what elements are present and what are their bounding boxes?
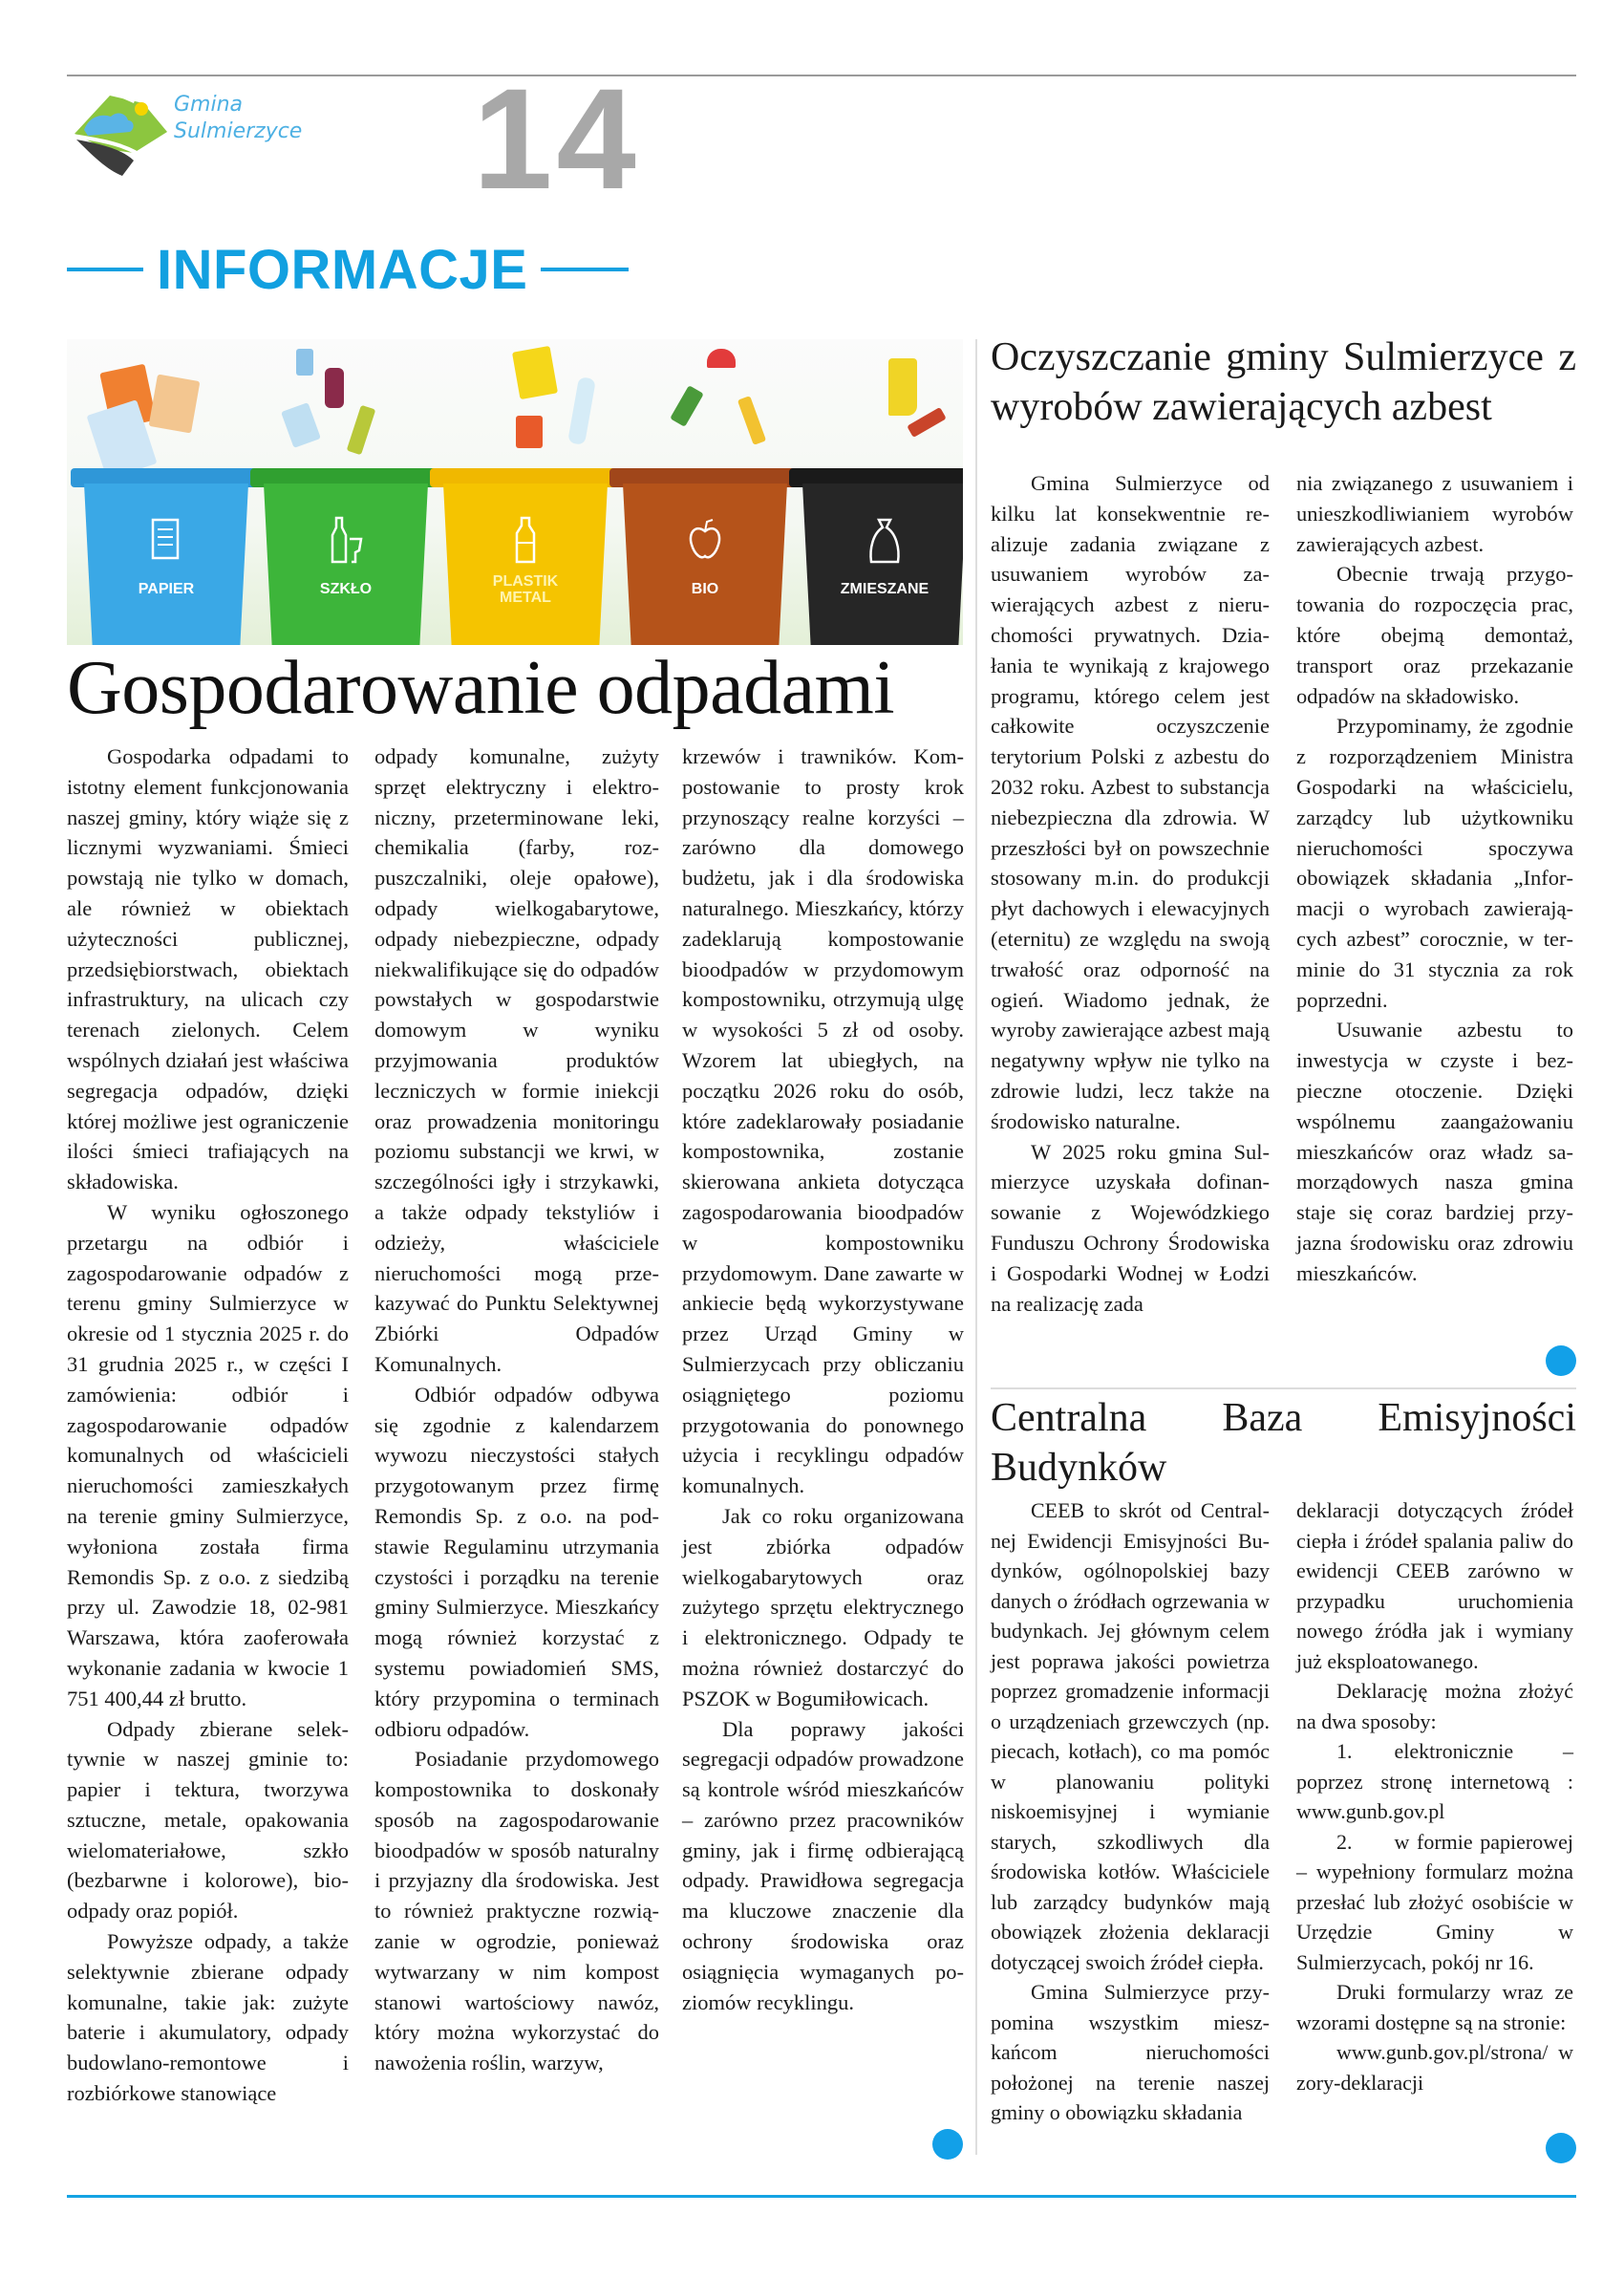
paragraph: Gmina Sulmierzyce od kilku lat konsekwentnie realizuje zadania związane z usuwaniem wyrobów zawierających azbest z nieruchomości prywatnych. Działania te wynikają z krajowego programu, którego celem jest całkowite oczyszczenie terytorium Polski z azbestu do 2032 roku. Azbest to substancja niebezpieczna dla zdrowia. W przeszłości był on powszechnie stosowany m.in. do produkcji płyt dachowych i elewacyjnych (eternitu) ze względu na swoją trwałość oraz odporność na ogień. Wiadomo jednak, że wyroby zawierające azbest mają negatywny wpływ nie tylko na zdrowie ludzi, lecz także na środowisko naturalne. bbox=[991, 471, 1270, 1133]
waste-bins-illustration bbox=[67, 339, 963, 645]
paragraph: Usuwanie azbestu to inwestycja w czyste i bezpieczne otoczenie. Dzięki wspólnemu zaangażowaniu mieszkańców oraz władz samorządowych nasza gmina staje się coraz bardziej przyjazna środowisku oraz zdrowiu mieszkańców. bbox=[1296, 1018, 1573, 1285]
article-title-ceeb bbox=[991, 1393, 1576, 1493]
asbestos-article-column-1 bbox=[991, 468, 1270, 1319]
title-line: Budynków bbox=[991, 1446, 1167, 1490]
end-of-article-dot bbox=[1546, 1345, 1576, 1376]
paragraph: Obecnie trwają przygotowania do rozpoczęcia prac, które obejmą demontaż, transport oraz przekazanie odpadów na składowisko. bbox=[1296, 562, 1573, 708]
header-dash-left bbox=[67, 268, 143, 271]
top-rule bbox=[67, 75, 1576, 76]
end-of-article-dot bbox=[932, 2129, 963, 2160]
waste-article-column-2 bbox=[374, 742, 659, 2078]
paragraph: Gospodarka odpadami to istotny element funkcjonowania naszej gminy, który wiąże się z licznymi wyzwaniami. Śmieci powstają nie tylko w domach, ale również w obiektach użyteczności publicznej, przedsiębiorstwach, obiektach infrastruktury, na ulicach czy terenach zielonych. Celem wspólnych działań jest właściwa segregacja odpadów, dzięki której możliwe jest ograniczenie ilości śmieci trafiających na składowiska. bbox=[67, 744, 349, 1194]
waste-article-column-1 bbox=[67, 742, 349, 2109]
paragraph: Druki formularzy wraz ze wzorami dostępne są na stronie: bbox=[1296, 1980, 1573, 2034]
paragraph: Dla poprawy jakości segregacji odpadów prowadzone są kontrole wśród mieszkańców – zarówno przez pracowników gminy, jak i firmę odbierającą odpady. Prawidłowa segregacja ma kluczowe znaczenie dla ochrony środowiska oraz osiągnięcia wymaganych poziomów recyklingu. bbox=[682, 1716, 964, 2014]
paragraph: Posiadanie przydomowego kompostownika to doskonały sposób na zagospodarowanie bioodpadów w sposób naturalny i przyjazny dla środowiska. Jest to również praktyczne rozwiązanie w ogrodzie, ponieważ wytwarzany w nim kompost stanowi wartościowy nawóz, który można wykorzystać do nawożenia roślin, warzyw, bbox=[374, 1747, 659, 2075]
article-title-waste: Gospodarowanie odpadami bbox=[67, 646, 895, 730]
list-item-electronic: 1. elektronicznie – poprzez stronę internetową : www.gunb.gov.pl bbox=[1296, 1739, 1573, 1823]
paragraph: nia związanego z usuwaniem i unieszkodliwianiem wyrobów zawierających azbest. bbox=[1296, 471, 1573, 556]
header-dash-right bbox=[541, 268, 629, 271]
apple-icon bbox=[686, 514, 724, 568]
bin-zmieszane bbox=[795, 468, 963, 645]
page-number: 14 bbox=[473, 58, 640, 219]
paragraph: W 2025 roku gmina Sulmierzyce uzyskała dofinansowanie z Wojewódzkiego Funduszu Ochrony Środowiska i Gospodarki Wodnej w Łodzi na realizację zada bbox=[991, 1139, 1270, 1316]
bottom-rule bbox=[67, 2195, 1576, 2198]
logo-text-sulmierzyce: Sulmierzyce bbox=[174, 119, 303, 143]
bin-label: PLASTIK METAL bbox=[492, 573, 559, 606]
bin-label: SZKŁO bbox=[319, 581, 373, 597]
bin-papier bbox=[76, 468, 256, 645]
plastic-bottle-icon bbox=[506, 514, 545, 568]
column-divider bbox=[975, 339, 977, 2155]
paragraph: odpady komunalne, zużyty sprzęt elektryczny i elektroniczny, przeterminowane leki, chemikalia (farby, rozpuszczalniki, oleje opałowe), odpady wielkogabarytowe, odpady niebezpieczne, odpady niekwalifikujące się do odpadów powstałych w gospodarstwie domowym w wyniku przyjmowania produktów leczniczych w formie iniekcji oraz prowadzenia monitoringu poziomu substancji we krwi, w szczególności igły i strzykawki, a także odpady tekstyliów i odzieży, właściciele nieruchomości mogą przekazywać do Punktu Selektywnej Zbiórki Odpadów Komunalnych. bbox=[374, 744, 659, 1376]
logo-mark-icon bbox=[67, 84, 172, 180]
paragraph: deklaracji dotyczących źródeł ciepła i źródeł spalania paliw do ewidencji CEEB zarówno w przypadku uruchomienia nowego źródła jak i wymiany już eksploatowanego. bbox=[1296, 1498, 1573, 1673]
ceeb-article-column-2 bbox=[1296, 1495, 1573, 2097]
bin-plastik-metal bbox=[436, 468, 615, 645]
paragraph: Przypominamy, że zgodnie z rozporządzeniem Ministra Gospodarki na właścicielu, zarządcy lub użytkowniku nieruchomości spoczywa obowiązek składania „Informacji o wyrobach zawierających azbest” corocznie, w terminie do 31 stycznia za rok poprzedni. bbox=[1296, 714, 1573, 1012]
end-of-article-dot bbox=[1546, 2133, 1576, 2163]
paragraph: W wyniku ogłoszonego przetargu na odbiór i zagospodarowanie odpadów z terenu gminy Sulmierzyce w okresie od 1 stycznia 2025 r. do 31 grudnia 2025 r., w części I zamówienia: odbiór i zagospodarowanie odpadów komunalnych od właścicieli nieruchomości zamieszkałych na terenie gminy Sulmierzyce, wyłoniona została firma Remondis Sp. z o.o. z siedzibą przy ul. Zawodzie 18, 02-981 Warszawa, która zaoferowała wykonanie zadania w kwocie 1 751 400,44 zł brutto. bbox=[67, 1199, 349, 1710]
forms-url: www.gunb.gov.pl/strona/ wzory-deklaracji bbox=[1296, 2040, 1573, 2095]
bin-bio bbox=[615, 468, 795, 645]
bin-szklo bbox=[256, 468, 436, 645]
section-header bbox=[67, 238, 659, 301]
article-separator bbox=[991, 1387, 1576, 1389]
gmina-logo bbox=[67, 84, 325, 180]
title-line: Centralna Baza Emisyjności bbox=[991, 1396, 1576, 1440]
paragraph: Deklarację można złożyć na dwa sposoby: bbox=[1296, 1679, 1573, 1733]
paper-icon bbox=[147, 514, 185, 568]
trash-bag-icon bbox=[865, 514, 904, 568]
paragraph: Odbiór odpadów odbywa się zgodnie z kalendarzem wywozu nieczystości stałych przygotowanym przez firmę Remondis Sp. z o.o. na podstawie Regulaminu utrzymania czystości i porządku na terenie gminy Sulmierzyce. Mieszkańcy mogą również korzystać z systemu powiadomień SMS, który przypomina o terminach odbioru odpadów. bbox=[374, 1382, 659, 1741]
paragraph: Jak co roku organizowana jest zbiórka odpadów wielkogabarytowych oraz zużytego sprzętu elektrycznego i elektronicznego. Odpady te można również dostarczyć do PSZOK w Bogumiłowicach. bbox=[682, 1503, 964, 1710]
list-item-paper: 2. w formie papierowej – wypełniony formularz można przesłać lub złożyć osobiście w Urzędzie Gminy w Sulmierzycach, pokój nr 16. bbox=[1296, 1829, 1573, 1974]
section-title: INFORMACJE bbox=[157, 238, 528, 301]
bin-label: PAPIER bbox=[138, 581, 195, 597]
paragraph: CEEB to skrót od Centralnej Ewidencji Emisyjności Budynków, ogólnopolskiej bazy danych o źródłach ogrzewania w budynkach. Jej głównym celem jest poprawa jakości powietrza poprzez gromadzenie informacji o urządzeniach grzewczych (np. piecach, kotłach), co ma pomóc w planowaniu polityki niskoemisyjnej i wymianie starych, szkodliwych dla środowiska kotłów. Właściciele lub zarządcy budynków mają obowiązek złożenia deklaracji dotyczącej swoich źródeł ciepła. bbox=[991, 1498, 1270, 1974]
paragraph: Powyższe odpady, a także selektywnie zbierane odpady komunalne, takie jak: zużyte baterie i akumulatory, odpady budowlano-remontowe i rozbiórkowe stanowiące bbox=[67, 1929, 349, 2106]
bin-label: BIO bbox=[691, 581, 719, 597]
article-title-asbestos: Oczyszczanie gminy Sulmierzyce z wyrobów zawierających azbest bbox=[991, 335, 1576, 429]
paragraph: Gmina Sulmierzyce przypomina wszystkim mieszkańcom nieruchomości położonej na terenie naszej gminy o obowiązku składania bbox=[991, 1980, 1270, 2124]
paragraph: krzewów i trawników. Kompostowanie to prosty krok przynoszący realne korzyści – zarówno dla domowego budżetu, jak i dla środowiska naturalnego. Mieszkańcy, którzy zadeklarują kompostowanie bioodpadów w przydomowym kompostowniku, otrzymują ulgę w wysokości 5 zł od osoby. Wzorem lat ubiegłych, na początku 2026 roku do osób, które zadeklarowały posiadanie kompostownika, zostanie skierowana ankieta dotycząca zagospodarowania bioodpadów w kompostowniku przydomowym. Dane zawarte w ankiecie będą wykorzystywane przez Urząd Gminy w Sulmierzycach przy obliczaniu osiągniętego poziomu przygotowania do ponownego użycia i recyklingu odpadów komunalnych. bbox=[682, 744, 964, 1498]
asbestos-article-column-2 bbox=[1296, 468, 1573, 1289]
ceeb-article-column-1 bbox=[991, 1495, 1270, 2128]
paragraph: Odpady zbierane selektywnie w naszej gminie to: papier i tektura, tworzywa sztuczne, metale, opakowania wielomateriałowe, szkło (bezbarwne i kolorowe), bioodpady oraz popiół. bbox=[67, 1716, 349, 1924]
bottle-glass-icon bbox=[327, 514, 365, 568]
waste-article-column-3 bbox=[682, 742, 964, 2017]
logo-text-gmina: Gmina bbox=[174, 93, 244, 117]
bin-label: ZMIESZANE bbox=[840, 581, 930, 597]
